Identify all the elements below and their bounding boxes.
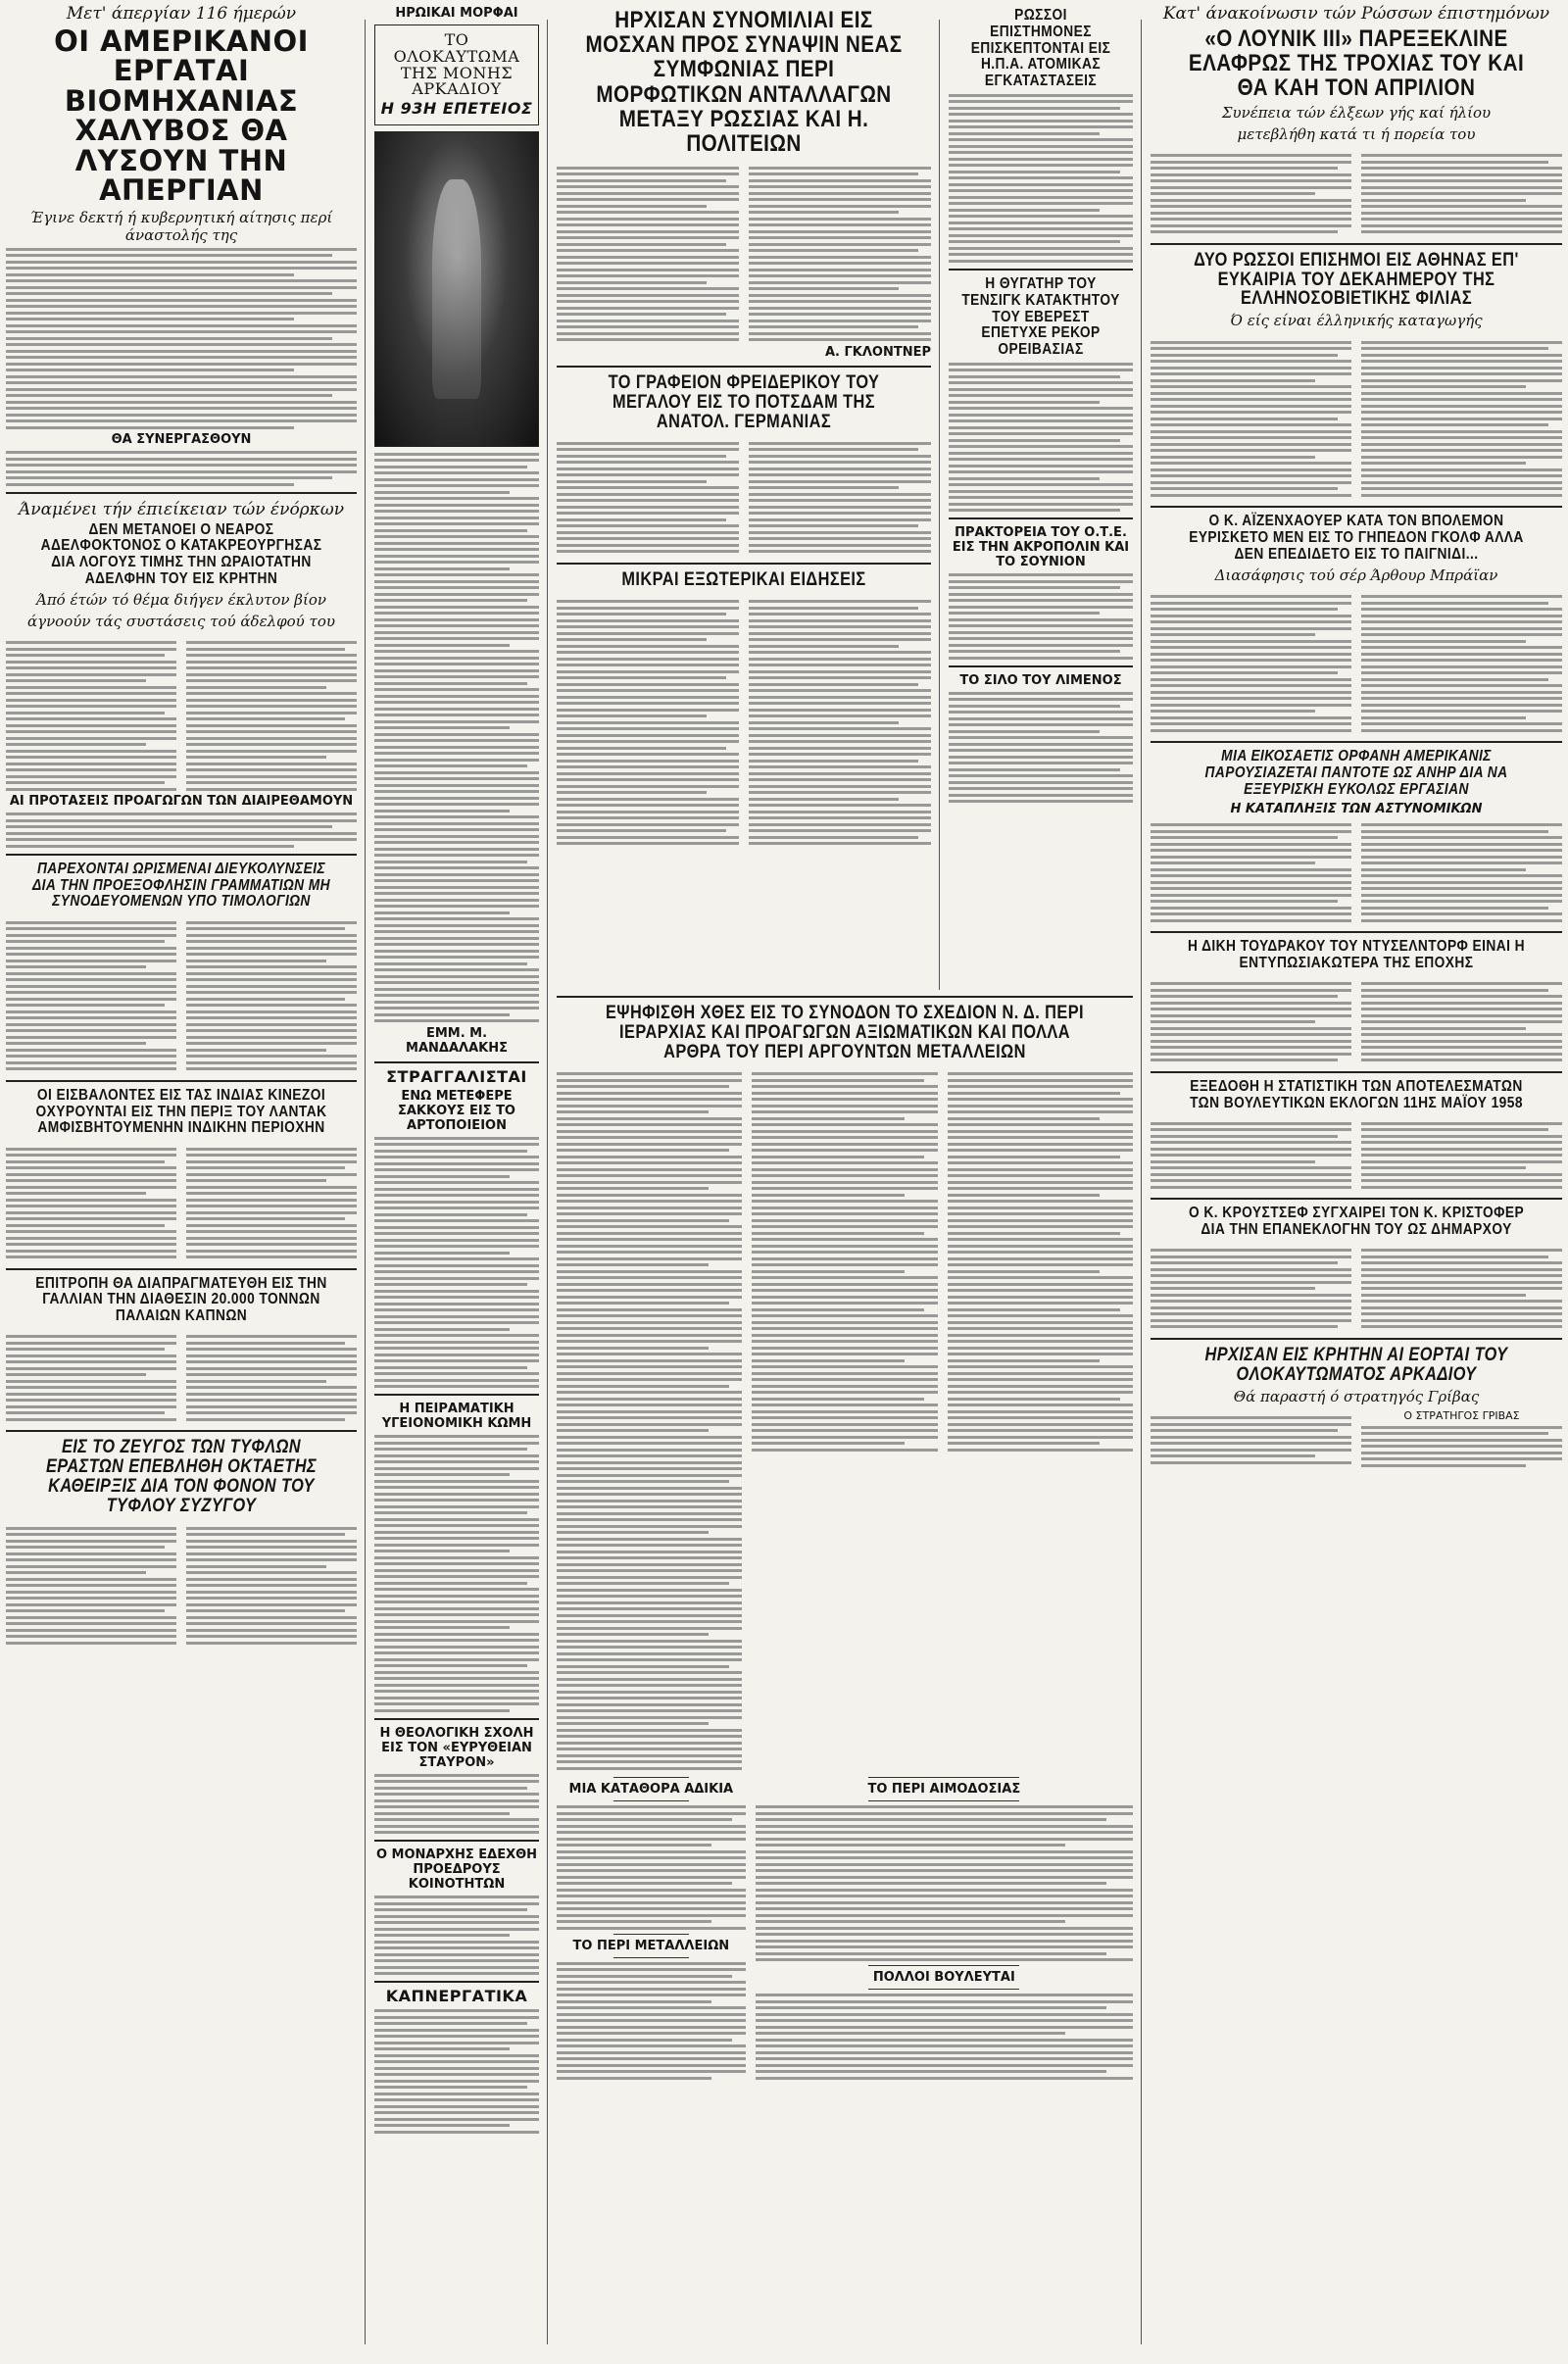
headline-crete-celebrations: ΗΡΧΙΣΑΝ ΕΙΣ ΚΡΗΤΗΝ ΑΙ ΕΟΡΤΑΙ ΤΟΥ ΟΛΟΚΑΥΤΩΜΑΤΟΣ ΑΡΚΑΔΙΟΥ: [1204, 1344, 1508, 1385]
article-text-crete: [1151, 1409, 1562, 1471]
section-injustice: ΜΙΑ ΚΑΤΑΘΟΡΑ ΑΔΙΚΙΑ: [568, 1782, 734, 1798]
article-text-blind-lovers: [6, 1519, 357, 1648]
headline-moscow-talks: ΗΡΧΙΣΑΝ ΣΥΝΟΜΙΛΙΑΙ ΕΙΣ ΜΟΣΧΑΝ ΠΡΟΣ ΣΥΝΑΨΙΝ ΝΕΑΣ ΣΥΜΦΩΝΙΑΣ ΠΕΡΙ ΜΟΡΦΩΤΙΚΩΝ ΑΝΤΑΛΛΑΓΩΝ ΜΕΤΑΞΥ ΡΩΣΣΙΑΣ ΚΑΙ Η. ΠΟΛΙΤΕΙΩΝ: [585, 7, 903, 157]
article-text-health-village: [374, 1435, 539, 1712]
headline-frederick-office: ΤΟ ΓΡΑΦΕΙΟΝ ΦΡΕΙΔΕΡΙΚΟΥ ΤΟΥ ΜΕΓΑΛΟΥ ΕΙΣ ΤΟ ΠΟΤΣΔΑΜ ΤΗΣ ΑΝΑΤΟΛ. ΓΕΡΜΑΝΙΑΣ: [608, 371, 880, 432]
article-text-silo: [949, 692, 1133, 804]
article-text-eisenhower: [1151, 588, 1562, 736]
article-text-moscow: [557, 159, 931, 345]
article-text-ote: [949, 573, 1133, 660]
article-text-arkadi: [374, 453, 539, 1023]
headline-theology: Η ΘΕΟΛΟΓΙΚΗ ΣΧΟΛΗ ΕΙΣ ΤΟΝ «ΕΥΡΥΘΕΙΑΝ ΣΤΑΥΡΟΝ»: [379, 1725, 534, 1770]
headline-russian-scientists: ΡΩΣΣΟΙ ΕΠΙΣΤΗΜΟΝΕΣ ΕΠΙΣΚΕΠΤΟΝΤΑΙ ΕΙΣ Η.Π.Α. ΑΤΟΜΙΚΑΣ ΕΓΚΑΤΑΣΤΑΣΕΙΣ: [970, 7, 1111, 90]
signature-gklontner: Α. ΓΚΛΟΝΤΝΕΡ: [824, 344, 931, 360]
article-text-russians-athens: [1151, 333, 1562, 500]
headline-health-village: Η ΠΕΙΡΑΜΑΤΙΚΗ ΥΓΕΙΟΝΟΜΙΚΗ ΚΩΜΗ: [381, 1402, 532, 1432]
article-text-parliament: [557, 1065, 1133, 1774]
headline-ote-offices: ΠΡΑΚΤΟΡΕΙΑ ΤΟΥ Ο.Τ.Ε. ΕΙΣ ΤΗΝ ΑΚΡΟΠΟΛΙΝ ΚΑΙ ΤΟ ΣΟΥΝΙΟΝ: [952, 525, 1130, 570]
subhead-lunik-2: μετεβλήθη κατά τι ή πορεία του: [1237, 124, 1476, 143]
section-general-grivas: Ο ΣΤΡΑΤΗΓΟΣ ΓΡΙΒΑΣ: [1403, 1408, 1520, 1422]
kicker-heroic: ΗΡΩΙΚΑΙ ΜΟΡΦΑΙ: [395, 6, 518, 21]
article-text-tenzing: [949, 363, 1133, 513]
kicker-lunik: Κατ' άνακοίνωσιν τών Ρώσσων έπιστημόνων: [1162, 4, 1550, 24]
article-text-election: [1151, 1114, 1562, 1192]
subhead-fratricide-2: άγνοούν τάς συστάσεις τού άδελφού του: [26, 612, 336, 630]
headline-blind-lovers: ΕΙΣ ΤΟ ΖΕΥΓΟΣ ΤΩΝ ΤΥΦΛΩΝ ΕΡΑΣΤΩΝ ΕΠΕΒΛΗΘΗ ΟΚΤΑΕΤΗΣ ΚΑΘΕΙΡΞΙΣ ΔΙΑ ΤΟΝ ΦΟΝΟΝ ΤΟΥ ΤΥΦΛΟΥ ΣΥΖΥΓΟΥ: [45, 1437, 318, 1517]
section-blood-donation: ΤΟ ΠΕΡΙ ΑΙΜΟΔΟΣΙΑΣ: [867, 1782, 1021, 1798]
headline-tobacco-france: ΕΠΙΤΡΟΠΗ ΘΑ ΔΙΑΠΡΑΓΜΑΤΕΥΘΗ ΕΙΣ ΤΗΝ ΓΑΛΛΙΑΝ ΤΗΝ ΔΙΑΘΕΣΙΝ 20.000 ΤΟΝΝΩΝ ΠΑΛΑΙΩΝ ΚΑΠΝΩΝ: [35, 1274, 327, 1325]
headline-fratricide: ΔΕΝ ΜΕΤΑΝΟΕΙ Ο ΝΕΑΡΟΣ ΑΔΕΛΦΟΚΤΟΝΟΣ Ο ΚΑΤΑΚΡΕΟΥΡΓΗΣΑΣ ΔΙΑ ΛΟΓΟΥΣ ΤΙΜΗΣ ΤΗΝ ΩΡΑΙΟΤΑΤΗΝ ΑΔΕΛΦΗΝ ΤΟΥ ΕΙΣ ΚΡΗΤΗΝ: [40, 520, 322, 588]
headline-chinese-india: ΟΙ ΕΙΣΒΑΛΟΝΤΕΣ ΕΙΣ ΤΑΣ ΙΝΔΙΑΣ ΚΙΝΕΖΟΙ ΟΧΥΡΟΥΝΤΑΙ ΕΙΣ ΤΗΝ ΠΕΡΙΞ ΤΟΥ ΛΑΝΤΑΚ ΑΜΦΙΣΒΗΤΟΥΜΕΝΗΝ ΙΝΔΙΚΗΝ ΠΕΡΙΟΧΗΝ: [35, 1086, 327, 1137]
section-cooperation: ΘΑ ΣΥΝΕΡΓΑΣΘΟΥΝ: [111, 432, 252, 448]
headline-arkadi: ΤΟ ΟΛΟΚΑΥΤΩΜΑ ΤΗΣ ΜΟΝΗΣ ΑΡΚΑΔΙΟΥ: [393, 30, 520, 99]
subhead-bryant: Διασάφησις τού σέρ Άρθουρ Μπράϊαν: [1214, 566, 1498, 584]
article-text-tobacco-workers: [374, 2009, 539, 2134]
headline-parliament-vote: ΕΨΗΦΙΣΘΗ ΧΘΕΣ ΕΙΣ ΤΟ ΣΥΝΟΔΟΝ ΤΟ ΣΧΕΔΙΟΝ Ν. Δ. ΠΕΡΙ ΙΕΡΑΡΧΙΑΣ ΚΑΙ ΠΡΟΑΓΩΓΩΝ ΑΞΙΩΜΑΤΙΚΩΝ ΚΑΙ ΠΟΛΛΑ ΑΡΘΡΑ ΤΟΥ ΠΕΡΙ ΑΡΓΟΥΝΤΩΝ ΜΕΤΑΛΛΕΙΩΝ: [605, 1003, 1085, 1062]
signature-mandalakis: ΕΜΜ. Μ. ΜΑΝΔΑΛΑΚΗΣ: [406, 1025, 508, 1056]
headline-monarch: Ο ΜΟΝΑΡΧΗΣ ΕΔΕΧΘΗ ΠΡΟΕΔΡΟΥΣ ΚΟΙΝΟΤΗΤΩΝ: [375, 1847, 538, 1893]
headline-dusseldorf-trial: Η ΔΙΚΗ ΤΟΥΔΡΑΚΟΥ ΤΟΥ ΝΤΥΣΕΛΝΤΟΡΦ ΕΙΝΑΙ Η ΕΝΤΥΠΩΣΙΑΚΩΤΕΡΑ ΤΗΣ ΕΠΟΧΗΣ: [1187, 938, 1526, 971]
article-text-frederick: [557, 434, 931, 557]
headline-steel-workers: ΟΙ ΑΜΕΡΙΚΑΝΟΙ ΕΡΓΑΤΑΙ ΒΙΟΜΗΧΑΝΙΑΣ ΧΑΛΥΒΟΣ ΘΑ ΛΥΣΟΥΝ ΤΗΝ ΑΠΕΡΓΙΑΝ: [54, 25, 309, 208]
subhead-steel: Έγινε δεκτή ή κυβερνητική αίτησις περί άναστολής της: [29, 208, 333, 244]
headline-foreign-briefs: ΜΙΚΡΑΙ ΕΞΩΤΕΡΙΚΑΙ ΕΙΔΗΣΕΙΣ: [621, 568, 866, 590]
headline-khrushchev-christopher: Ο Κ. ΚΡΟΥΣΤΣΕΦ ΣΥΓΧΑΙΡΕΙ ΤΟΝ Κ. ΚΡΙΣΤΟΦΕΡ ΔΙΑ ΤΗΝ ΕΠΑΝΕΚΛΟΓΗΝ ΤΟΥ ΩΣ ΔΗΜΑΡΧΟΥ: [1188, 1205, 1525, 1239]
headline-eisenhower-golf: Ο Κ. ΑΪΖΕΝΧΑΟΥΕΡ ΚΑΤΑ ΤΟΝ ΒΠΟΛΕΜΟΝ ΕΥΡΙΣΚΕΤΟ ΜΕΝ ΕΙΣ ΤΟ ΓΗΠΕΔΟΝ ΓΚΟΛΦ ΑΛΛΑ ΔΕΝ ΕΠΕΔΙΔΕΤΟ ΕΙΣ ΤΟ ΠΑΙΓΝΙΔΙ...: [1189, 513, 1524, 563]
kicker-steel-strike: Μετ' άπεργίαν 116 ήμερών: [66, 4, 297, 24]
column-5: [943, 0, 1139, 990]
column-6: [1145, 0, 1568, 2364]
article-text-theology: [374, 1774, 539, 1835]
article-text-steel: [6, 248, 357, 429]
article-text-tobacco: [6, 1328, 357, 1425]
section-promotions: ΑΙ ΠΡΟΤΑΣΕΙΣ ΠΡΟΑΓΩΓΩΝ ΤΩΝ ΔΙΑΙΡΕΘΑΜΟΥΝ: [9, 794, 354, 810]
article-text-dusseldorf: [1151, 975, 1562, 1065]
article-text-monarch: [374, 1896, 539, 1975]
headline-bills: ΠΑΡΕΧΟΝΤΑΙ ΩΡΙΣΜΕΝΑΙ ΔΙΕΥΚΟΛΥΝΣΕΙΣ ΔΙΑ ΤΗΝ ΠΡΟΕΞΟΦΛΗΣΙΝ ΓΡΑΜΜΑΤΙΩΝ ΜΗ ΣΥΝΟΔΕΥΟΜΕΝΩΝ ΥΠΟ ΤΙΜΟΛΟΓΙΩΝ: [31, 860, 331, 911]
headline-arkadi-anniv: Η 93Η ΕΠΕΤΕΙΟΣ: [380, 99, 533, 119]
column-2: [368, 0, 545, 2364]
article-text-promotions: [6, 813, 357, 848]
headline-election-stats: ΕΞΕΔΟΘΗ Η ΣΤΑΤΙΣΤΙΚΗ ΤΩΝ ΑΠΟΤΕΛΕΣΜΑΤΩΝ ΤΩΝ ΒΟΥΛΕΥΤΙΚΩΝ ΕΚΛΟΓΩΝ 11ΗΣ ΜΑΪΟΥ 1958: [1190, 1077, 1523, 1111]
article-text-briefs: [557, 593, 931, 849]
subhead-strangled: ΕΝΩ ΜΕΤΕΦΕΡΕ ΣΑΚΚΟΥΣ ΕΙΣ ΤΟ ΑΡΤΟΠΟΙΕΙΟΝ: [397, 1088, 515, 1133]
subhead-police: Η ΚΑΤΑΠΛΗΞΙΣ ΤΩΝ ΑΣΤΥΝΟΜΙΚΩΝ: [1230, 801, 1483, 816]
kicker-fratricide: Άναμένει τήν έπιείκειαν τών ένόρκων: [18, 499, 345, 519]
subhead-lunik-1: Συνέπεια τών έλξεων γής καί ήλίου: [1221, 103, 1492, 122]
article-text-lunik: [1151, 147, 1562, 237]
article-text-fratricide: [6, 634, 357, 795]
headline-tobacco-workers: ΚΑΠΝΕΡΓΑΤΙΚΑ: [385, 1987, 528, 2006]
article-text-cooperation: [6, 451, 357, 486]
parliament-article: [551, 990, 1139, 2364]
section-mines: ΤΟ ΠΕΡΙ ΜΕΤΑΛΛΕΙΩΝ: [572, 1938, 730, 1953]
article-text-khrushchev: [1151, 1242, 1562, 1332]
article-text-scientists: [949, 94, 1133, 263]
subhead-greek-origin: Ό είς είναι έλληνικής καταγωγής: [1230, 312, 1483, 330]
article-text-strangled: [374, 1137, 539, 1389]
headline-tenzing-daughter: Η ΘΥΓΑΤΗΡ ΤΟΥ ΤΕΝΣΙΓΚ ΚΑΤΑΚΤΗΤΟΥ ΤΟΥ ΕΒΕΡΕΣΤ ΕΠΕΤΥΧΕ ΡΕΚΟΡ ΟΡΕΙΒΑΣΙΑΣ: [961, 274, 1120, 359]
column-1: [0, 0, 363, 2364]
section-many-mps: ΠΟΛΛΟΙ ΒΟΥΛΕΥΤΑΙ: [872, 1970, 1015, 1986]
headline-orphan-woman: ΜΙΑ ΕΙΚΟΣΑΕΤΙΣ ΟΡΦΑΝΗ ΑΜΕΡΙΚΑΝΙΣ ΠΑΡΟΥΣΙΑΖΕΤΑΙ ΠΑΝΤΟΤΕ ΩΣ ΑΝΗΡ ΔΙΑ ΝΑ ΕΞΕΥΡΙΣΚΗ ΕΥΚΟΛΩΣ ΕΡΓΑΣΙΑΝ: [1204, 748, 1508, 798]
headline-lunik: «Ο ΛΟΥΝΙΚ ΙΙΙ» ΠΑΡΕΞΕΚΛΙΝΕ ΕΛΑΦΡΩΣ ΤΗΣ ΤΡΟΧΙΑΣ ΤΟΥ ΚΑΙ ΘΑ ΚΑΗ ΤΟΝ ΑΠΡΙΛΙΟΝ: [1188, 25, 1525, 102]
headline-russians-athens: ΔΥΟ ΡΩΣΣΟΙ ΕΠΙΣΗΜΟΙ ΕΙΣ ΑΘΗΝΑΣ ΕΠ' ΕΥΚΑΙΡΙΑ ΤΟΥ ΔΕΚΑΗΜΕΡΟΥ ΤΗΣ ΕΛΛΗΝΟΣΟΒΙΕΤΙΚΗΣ ΦΙΛΙΑΣ: [1194, 249, 1519, 310]
article-text-bills: [6, 913, 357, 1074]
headline-strangled: ΣΤΡΑΓΓΑΛΙΣΤΑΙ: [386, 1066, 527, 1086]
arkadi-header-box: [374, 25, 539, 125]
parliament-sections: [557, 1773, 1133, 2083]
arkadi-monument-photo: [374, 131, 539, 447]
subhead-grivas: Θά παραστή ό στρατηγός Γρίβας: [1233, 1387, 1480, 1405]
subhead-fratricide-1: Άπό έτών τό θέμα διήγεν έκλυτον βίον: [35, 590, 326, 609]
article-text-orphan: [1151, 816, 1562, 926]
article-text-chinese-india: [6, 1140, 357, 1262]
headline-port-silo: ΤΟ ΣΙΛΟ ΤΟΥ ΛΙΜΕΝΟΣ: [959, 672, 1122, 688]
